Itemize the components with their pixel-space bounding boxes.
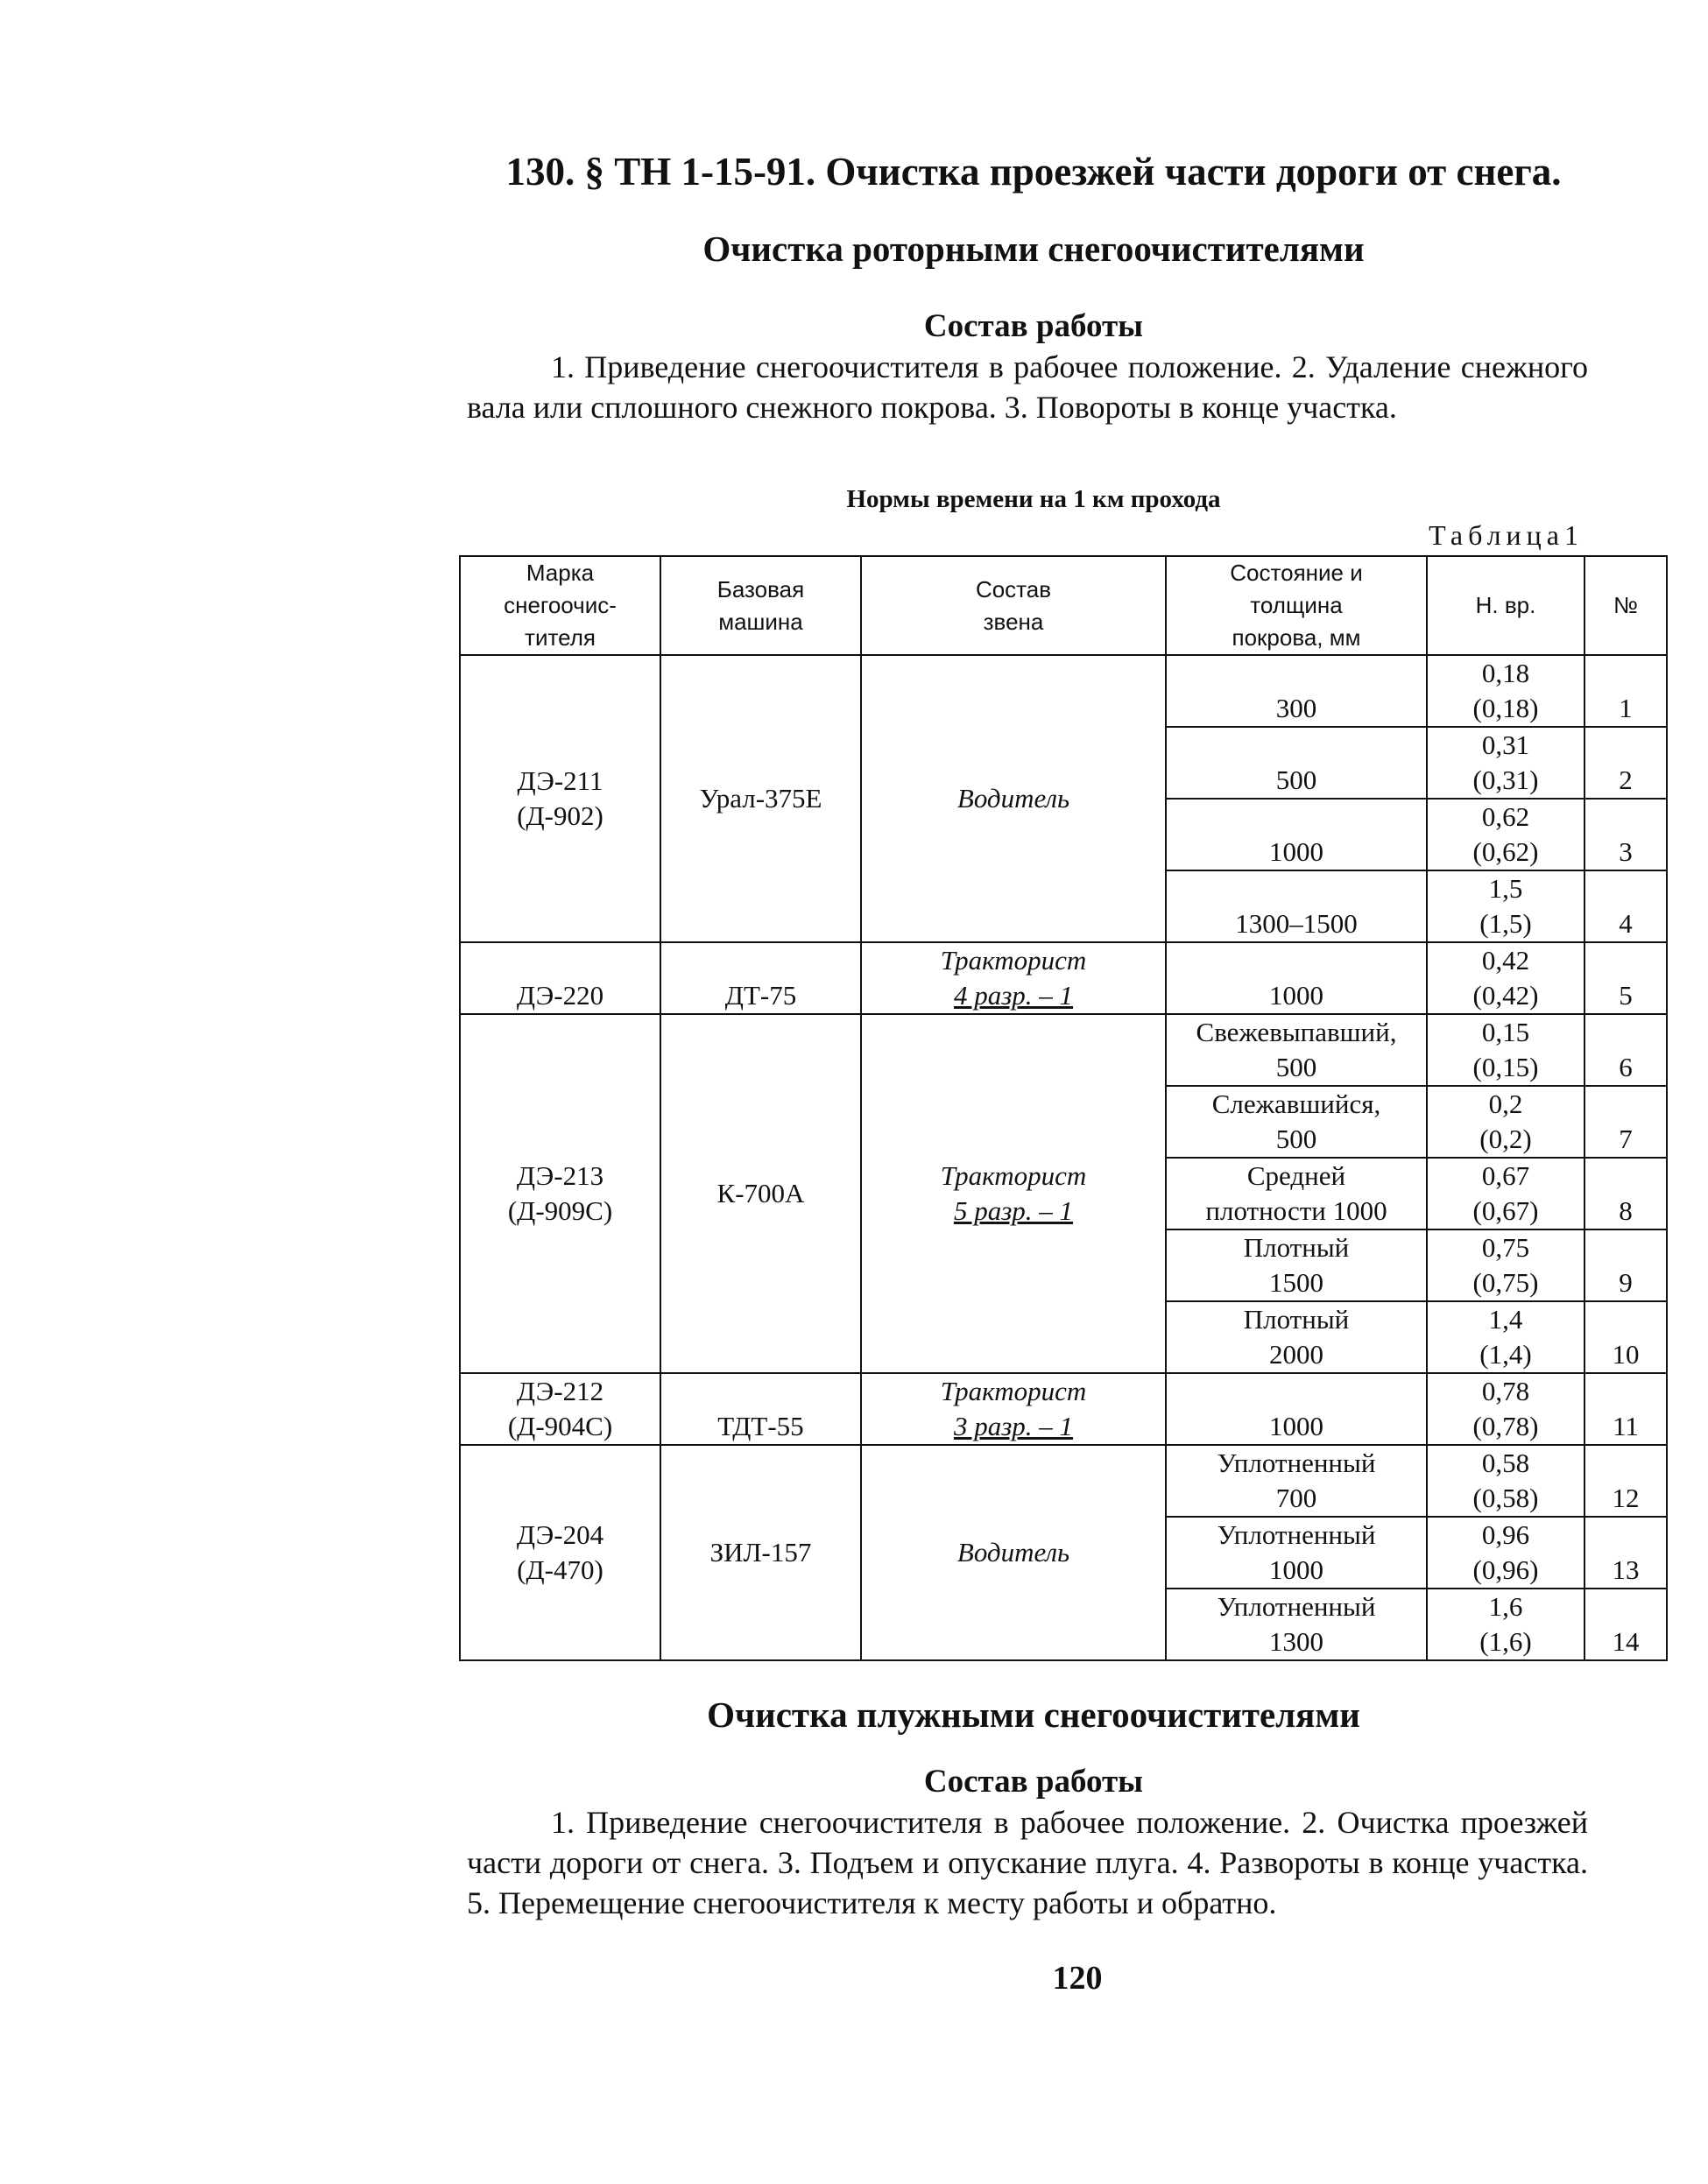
section2-work-text — [467, 1802, 1588, 1923]
table-row — [460, 1373, 1667, 1445]
section1-heading: Очистка роторными снегоочистителями — [702, 229, 1365, 269]
header-brand: Марка снегоочис- тителя — [460, 556, 660, 655]
condition-cell: 500 — [1166, 727, 1427, 799]
machine-cell: К-700А — [660, 1014, 861, 1373]
condition-cell: 1300–1500 — [1166, 870, 1427, 942]
header-number: № — [1584, 556, 1667, 655]
condition-cell: 1000 — [1166, 799, 1427, 870]
row-number-cell: 7 — [1584, 1086, 1667, 1158]
brand-cell: ДЭ-211 (Д-902) — [460, 655, 660, 942]
crew-cell: Водитель — [861, 655, 1166, 942]
table-row — [460, 942, 1667, 1014]
row-number-cell: 9 — [1584, 1229, 1667, 1301]
condition-cell: Слежавшийся, 500 — [1166, 1086, 1427, 1158]
page-title: 130. § ТН 1-15-91. Очистка проезжей части дороги от снега. — [505, 150, 1562, 194]
brand-cell: ДЭ-213 (Д-909С) — [460, 1014, 660, 1373]
table-body — [460, 655, 1667, 1660]
row-number-cell: 14 — [1584, 1589, 1667, 1660]
brand-cell: ДЭ-220 — [460, 942, 660, 1014]
condition-cell: 1000 — [1166, 942, 1427, 1014]
norms-table — [459, 555, 1668, 1661]
section2-work-text-content: 1. Приведение снегоочистителя в рабочее положение. 2. Очистка проезжей части дороги от снега. 3. Подъем и опускание плуга. 4. Развороты в конце участка. 5. Перемещение снегоочистителя к месту работы и обратно. — [467, 1805, 1588, 1920]
machine-cell: ДТ-75 — [660, 942, 861, 1014]
norm-cell: 0,31 (0,31) — [1427, 727, 1584, 799]
crew-cell: Водитель — [861, 1445, 1166, 1660]
section2-work-heading: Состав работы — [923, 1764, 1144, 1800]
table-label: Таблица1 — [1429, 519, 1584, 551]
row-number-cell: 12 — [1584, 1445, 1667, 1517]
table-header-row — [460, 556, 1667, 655]
table-row — [460, 655, 1667, 727]
section1-work-heading: Состав работы — [923, 308, 1144, 344]
condition-cell: Уплотненный 1300 — [1166, 1589, 1427, 1660]
row-number-cell: 2 — [1584, 727, 1667, 799]
norm-cell: 0,62 (0,62) — [1427, 799, 1584, 870]
row-number-cell: 1 — [1584, 655, 1667, 727]
header-norm: Н. вр. — [1427, 556, 1584, 655]
brand-cell: ДЭ-204 (Д-470) — [460, 1445, 660, 1660]
condition-cell: Плотный 1500 — [1166, 1229, 1427, 1301]
row-number-cell: 5 — [1584, 942, 1667, 1014]
page-number: 120 — [1052, 1960, 1103, 1997]
table-caption: Нормы времени на 1 км прохода — [846, 485, 1221, 513]
machine-cell: Урал-375Е — [660, 655, 861, 942]
norm-cell: 0,18 (0,18) — [1427, 655, 1584, 727]
table-row — [460, 1014, 1667, 1086]
crew-cell: Тракторист 4 разр. – 1 — [861, 942, 1166, 1014]
row-number-cell: 8 — [1584, 1158, 1667, 1229]
section2-heading: Очистка плужными снегоочистителями — [707, 1694, 1360, 1735]
condition-cell: 300 — [1166, 655, 1427, 727]
norm-cell: 0,67 (0,67) — [1427, 1158, 1584, 1229]
condition-cell: Уплотненный 1000 — [1166, 1517, 1427, 1589]
norm-cell: 0,15 (0,15) — [1427, 1014, 1584, 1086]
row-number-cell: 11 — [1584, 1373, 1667, 1445]
norm-cell: 0,75 (0,75) — [1427, 1229, 1584, 1301]
condition-cell: Уплотненный 700 — [1166, 1445, 1427, 1517]
row-number-cell: 13 — [1584, 1517, 1667, 1589]
crew-cell: Тракторист 3 разр. – 1 — [861, 1373, 1166, 1445]
brand-cell: ДЭ-212 (Д-904С) — [460, 1373, 660, 1445]
row-number-cell: 6 — [1584, 1014, 1667, 1086]
row-number-cell: 4 — [1584, 870, 1667, 942]
norm-cell: 0,78 (0,78) — [1427, 1373, 1584, 1445]
header-machine: Базовая машина — [660, 556, 861, 655]
condition-cell: 1000 — [1166, 1373, 1427, 1445]
norm-cell: 1,5 (1,5) — [1427, 870, 1584, 942]
header-crew: Состав звена — [861, 556, 1166, 655]
condition-cell: Плотный 2000 — [1166, 1301, 1427, 1373]
crew-cell: Тракторист 5 разр. – 1 — [861, 1014, 1166, 1373]
header-condition: Состояние и толщина покрова, мм — [1166, 556, 1427, 655]
row-number-cell: 10 — [1584, 1301, 1667, 1373]
norm-cell: 0,42 (0,42) — [1427, 942, 1584, 1014]
machine-cell: ЗИЛ-157 — [660, 1445, 861, 1660]
condition-cell: Средней плотности 1000 — [1166, 1158, 1427, 1229]
machine-cell: ТДТ-55 — [660, 1373, 861, 1445]
row-number-cell: 3 — [1584, 799, 1667, 870]
table-row — [460, 1445, 1667, 1517]
section1-work-text — [467, 347, 1588, 427]
norm-cell: 0,2 (0,2) — [1427, 1086, 1584, 1158]
norm-cell: 1,6 (1,6) — [1427, 1589, 1584, 1660]
norm-cell: 0,58 (0,58) — [1427, 1445, 1584, 1517]
condition-cell: Свежевыпавший, 500 — [1166, 1014, 1427, 1086]
norm-cell: 1,4 (1,4) — [1427, 1301, 1584, 1373]
section1-work-text-content: 1. Приведение снегоочистителя в рабочее положение. 2. Удаление снежного вала или сплошного снежного покрова. 3. Повороты в конце участка. — [467, 349, 1588, 425]
norm-cell: 0,96 (0,96) — [1427, 1517, 1584, 1589]
